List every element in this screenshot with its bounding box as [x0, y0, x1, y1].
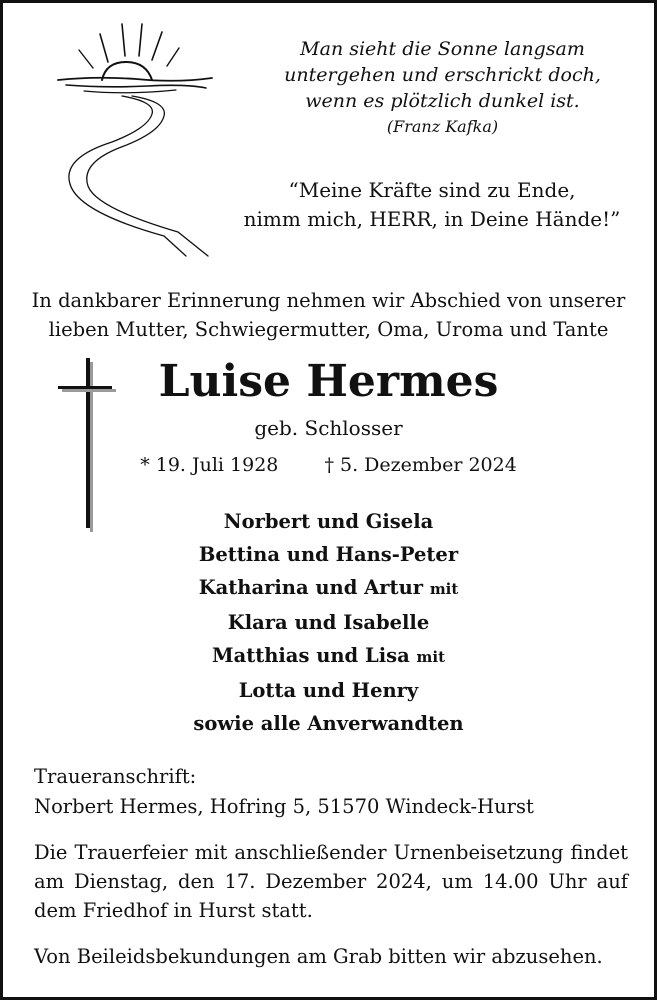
family-line	[0, 674, 657, 707]
closing-text: Von Beileidsbekundungen am Grab bitten wir abzusehen.	[34, 945, 603, 968]
family-names: Matthias und Lisa	[211, 644, 410, 667]
life-dates	[0, 451, 657, 479]
prayer-line: “Meine Kräfte sind zu Ende,	[288, 178, 576, 202]
ceremony-text: Die Trauerfeier mit anschließender Urnenbeisetzung findet am Dienstag, den 17. Dezember 2024, um 14.00 Uhr auf dem Friedhof in Hurst statt.	[34, 841, 628, 922]
quote-line: wenn es plötzlich dunkel ist.	[305, 90, 580, 112]
family-line	[0, 639, 657, 674]
family-line	[0, 538, 657, 571]
intro-line: lieben Mutter, Schwiegermutter, Oma, Uroma und Tante	[48, 318, 609, 341]
sunset-path-icon	[36, 16, 236, 261]
quote-author: (Franz Kafka)	[386, 117, 499, 136]
quote-line: untergehen und erschrickt doch,	[284, 64, 601, 86]
kafka-quote	[270, 36, 615, 140]
quote-line: Man sieht die Sonne langsam	[300, 38, 585, 60]
family-line	[0, 505, 657, 538]
family-suffix: mit	[416, 648, 446, 666]
intro-text	[0, 286, 657, 344]
family-line	[0, 606, 657, 639]
maiden-name: geb. Schlosser	[254, 416, 403, 440]
prayer-quote	[232, 176, 632, 234]
family-names: Klara und Isabelle	[227, 611, 430, 634]
address-label: Traueranschrift:	[34, 765, 197, 788]
family-line	[0, 571, 657, 606]
address-value: Norbert Hermes, Hofring 5, 51570 Windeck-Hurst	[34, 795, 534, 818]
death-date: † 5. Dezember 2024	[324, 454, 517, 476]
family-names: Lotta und Henry	[238, 679, 419, 702]
intro-line: In dankbarer Erinnerung nehmen wir Abschied von unserer	[31, 289, 626, 312]
family-names: sowie alle Anverwandten	[193, 712, 464, 735]
mourning-address	[34, 762, 634, 822]
family-names: Katharina und Artur	[198, 576, 424, 599]
deceased-name: Luise Hermes	[158, 356, 499, 407]
family-names: Norbert und Gisela	[223, 510, 434, 533]
birth-date: * 19. Juli 1928	[140, 454, 279, 476]
family-list	[0, 505, 657, 740]
family-line	[0, 707, 657, 740]
family-names: Bettina und Hans-Peter	[198, 543, 459, 566]
family-suffix: mit	[429, 580, 459, 598]
prayer-line: nimm mich, HERR, in Deine Hände!”	[243, 207, 621, 231]
